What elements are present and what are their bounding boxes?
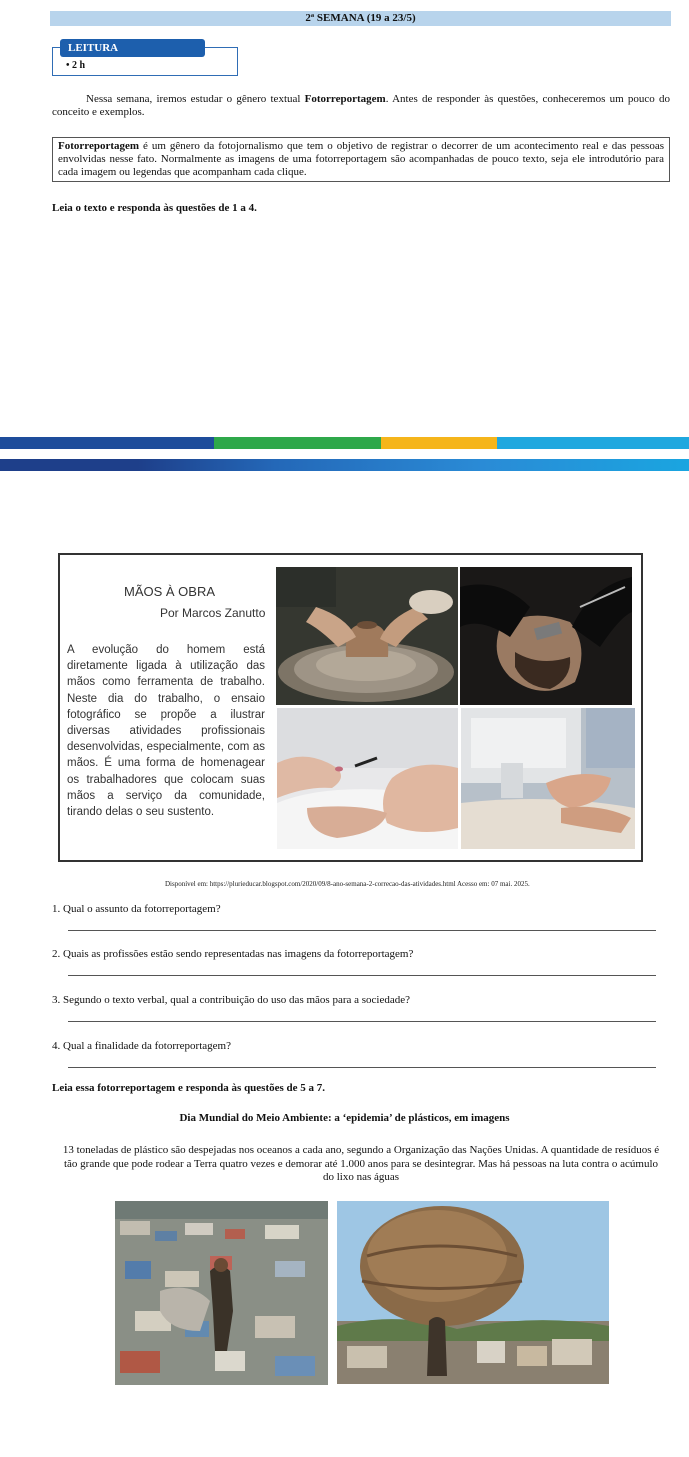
reading-tab: LEITURA — [60, 39, 205, 57]
stripe-gradient — [0, 459, 689, 471]
answer-line-4[interactable] — [68, 1067, 656, 1068]
source-citation: Disponível em: https://plurieducar.blogspot.com/2020/09/8-ano-semana-2-correcao-das-atividades.html Acesso em: 07 mai. 2025. — [165, 880, 530, 888]
definition-text: é um gênero da fotojornalismo que tem o objetivo de registrar o decorrer de um acontecimento real e das pessoas envolvidas nesse fato. Normalmente as imagens de uma fotorreportagem são acompanhadas de pouco texto, seja ele introdutório para cada imagem ou legendas que acompanham cada clique. — [58, 140, 664, 178]
instruction-1: Leia o texto e responda às questões de 1 a 4. — [52, 202, 257, 214]
stripe-blue — [0, 437, 214, 449]
bag-carrier-photo — [337, 1201, 609, 1384]
pottery-photo — [276, 567, 458, 705]
stripe-cyan — [497, 437, 689, 449]
sewing-photo — [461, 708, 635, 849]
stripe-green — [214, 437, 381, 449]
answer-line-3[interactable] — [68, 1021, 656, 1022]
intro-paragraph — [52, 93, 670, 119]
intro-text-end: . Antes de responder às questões, conheceremos um pouco do conceito e exemplos. — [52, 93, 670, 118]
environment-text: 13 toneladas de plástico são despejadas nos oceanos a cada ano, segundo a Organização das Nações Unidas. A quantidade de resíduos é tão grande que pode rodear a Terra quatro vezes e demorar até 1.000 anos para se desintegrar. Mas há pessoas na luta contra o acúmulo do lixo nas águas — [62, 1144, 660, 1183]
environment-title: Dia Mundial do Meio Ambiente: a ‘epidemia’ de plásticos, em imagens — [179, 1112, 510, 1124]
reading-hours: • 2 h — [66, 60, 86, 71]
photo-report-title: MÃOS À OBRA — [124, 584, 216, 599]
intro-highlight: Fotorreportagem — [304, 93, 386, 105]
photo-report-author: Por Marcos Zanutto — [160, 606, 266, 620]
definition-box — [52, 137, 670, 182]
question-1: 1. Qual o assunto da fotorreportagem? — [52, 903, 221, 915]
stripe-yellow — [381, 437, 497, 449]
definition-term: Fotorreportagem — [58, 140, 140, 152]
answer-line-1[interactable] — [68, 930, 656, 931]
week-header: 2ª SEMANA (19 a 23/5) — [50, 11, 671, 26]
instruction-2: Leia essa fotorreportagem e responda às questões de 5 a 7. — [52, 1082, 326, 1094]
manicure-photo — [277, 708, 458, 849]
question-4: 4. Qual a finalidade da fotorreportagem? — [52, 1040, 231, 1052]
barber-photo — [460, 567, 632, 705]
answer-line-2[interactable] — [68, 975, 656, 976]
question-3: 3. Segundo o texto verbal, qual a contribuição do uso das mãos para a sociedade? — [52, 994, 410, 1006]
landfill-photo — [115, 1201, 328, 1385]
intro-text: Nessa semana, iremos estudar o gênero textual — [86, 93, 305, 105]
question-2: 2. Quais as profissões estão sendo representadas nas imagens da fotorreportagem? — [52, 948, 414, 960]
photo-report-text: A evolução do homem está diretamente ligada à utilização das mãos como ferramenta de trabalho. Neste dia do trabalho, o ensaio fotográfico se propõe a ilustrar diversas atividades profissionais desenvolvidas, especialmente, com as mãos. É uma forma de homenagear os trabalhadores que colocam suas mãos a serviço da comunidade, tirando delas o seu sustento. — [67, 644, 265, 819]
